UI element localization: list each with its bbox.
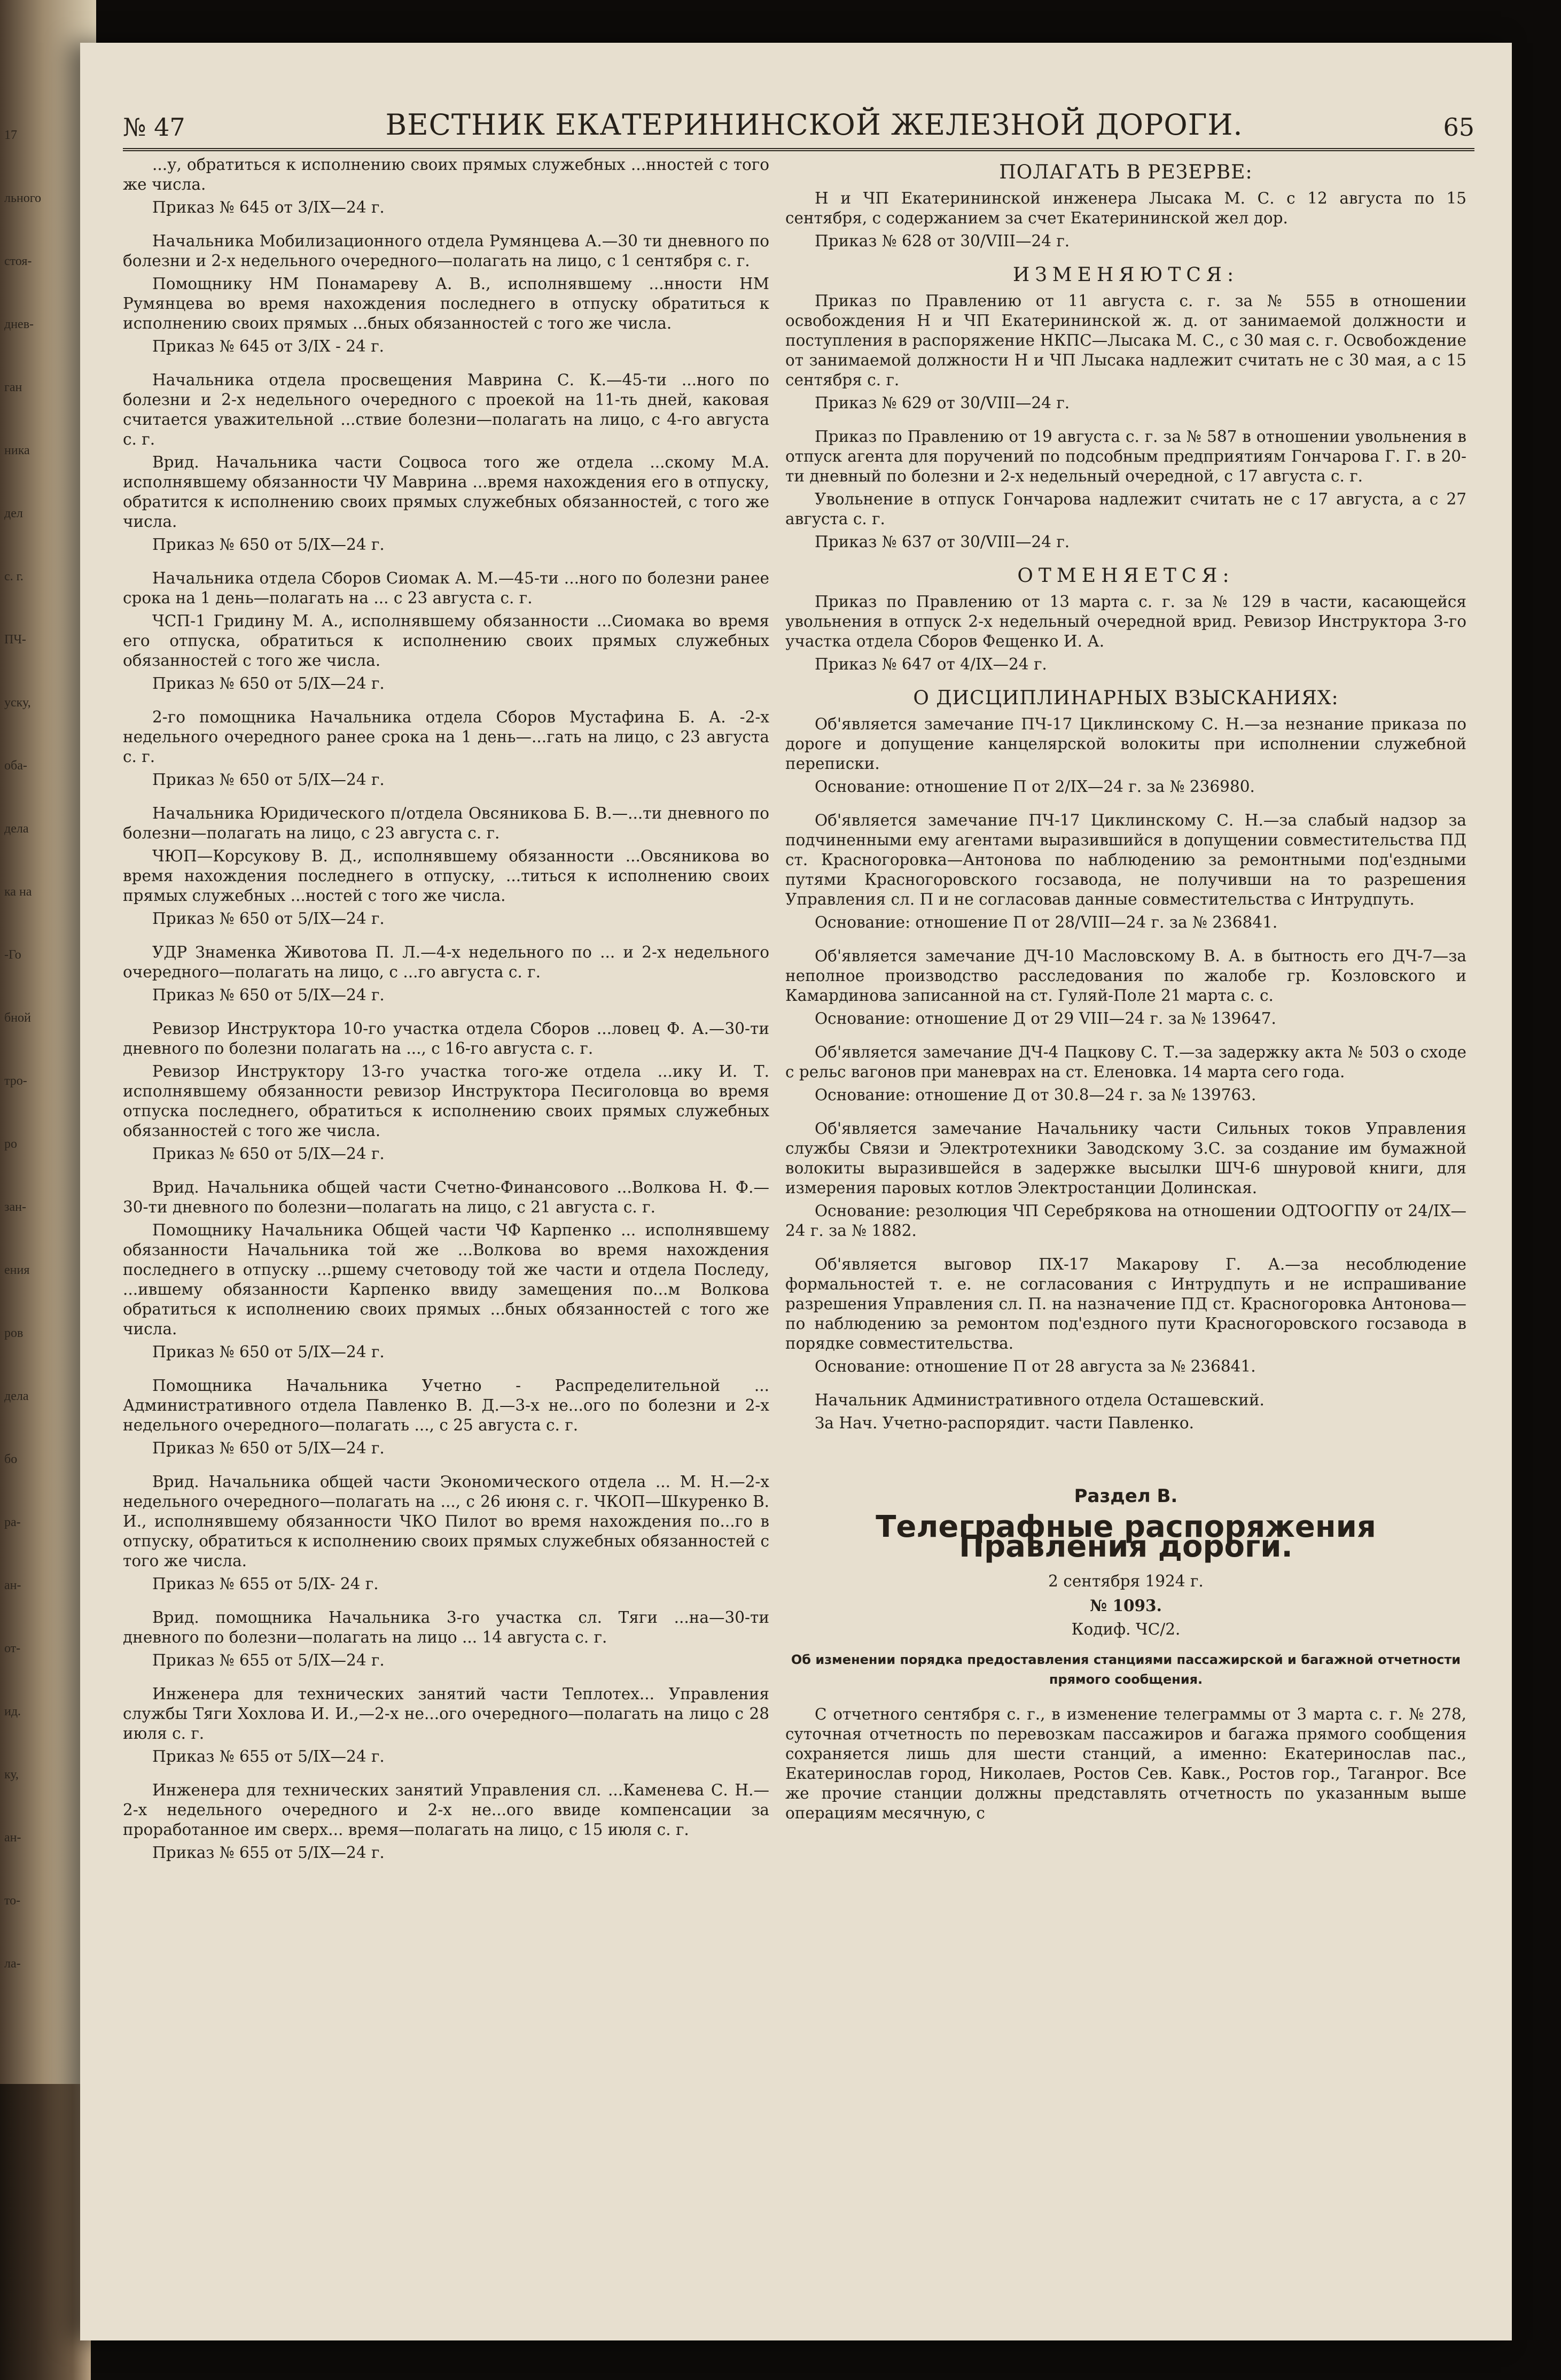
leaf-fragment: уску, [4, 696, 31, 710]
leaf-fragment: то- [4, 1894, 21, 1908]
cancel-text: Приказ по Правлению от 13 марта с. г. за № 129 в части, касающейся увольнения в отпуск 2-х недельный очередной врид. Ревизор Инструктора 3-го участка отдела Сборов Фещенко И. А. [785, 593, 1466, 650]
order-paragraph: Начальника Юридического п/отдела Овсяникова Б. В.—...ти дневного по болезни—полагать на лицо, с 23 августа с. г. [123, 804, 769, 842]
order-reference: Приказ № 650 от 5/IX—24 г. [152, 674, 385, 693]
leaf-fragment: 17 [4, 128, 17, 142]
leaf-fragment: оба- [4, 759, 27, 773]
order-reference: Приказ № 655 от 5/IX- 24 г. [152, 1575, 379, 1593]
order-reference: Приказ № 645 от 3/IX - 24 г. [152, 337, 385, 355]
leaf-fragment: ения [4, 1263, 30, 1277]
discipline_items-reference: Основание: отношение П от 2/IX—24 г. за № 236980. [815, 777, 1255, 796]
order-reference: Приказ № 650 от 5/IX—24 г. [152, 535, 385, 554]
discipline_items-reference: Основание: резолюция ЧП Серебрякова на отношении ОДТООГПУ от 24/IX—24 г. за № 1882. [785, 1202, 1466, 1240]
order-paragraph: Ревизор Инструктору 13-го участка того-же отдела ...ику И. Т. исполнявшему обязанности ревизор Инструктора Песиголовца во время отпуска последнего, обратиться к исполнению своих прямых служебных обязанностей с того же числа. [123, 1062, 769, 1140]
order-paragraph: ЧЮП—Корсукову В. Д., исполнявшему обязанности ...Овсяникова во время нахождения последнего в отпуску, ...титься к исполнению своих прямых служебных ...ностей с того же числа. [123, 847, 769, 905]
leaf-fragment: ров [4, 1326, 24, 1340]
change-heading: ИЗМЕНЯЮТСЯ: [1012, 264, 1239, 286]
reserve-ref: Приказ № 628 от 30/VIII—24 г. [815, 232, 1070, 250]
leaf-fragment: ид. [4, 1705, 21, 1718]
discipline-heading: О ДИСЦИПЛИНАРНЫХ ВЗЫСКАНИЯХ: [913, 687, 1339, 709]
leaf-fragment: бо [4, 1452, 18, 1466]
discipline_items-reference: Основание: отношение Д от 29 VIII—24 г. за № 139647. [815, 1009, 1276, 1028]
section-title: Телеграфные распоряжения Правления дороги. [876, 1510, 1376, 1564]
order-reference: Приказ № 655 от 5/IX—24 г. [152, 1844, 385, 1862]
discipline_items-paragraph: Об'является замечание Начальнику части Сильных токов Управления службы Связи и Электротехники Заводскому З.С. за создание им бумажной волокиты выразившейся в задержке высылки ШЧ-6 шнуровой книги, для измерения паровых котлов Электростанции Долинская. [785, 1119, 1466, 1197]
leaf-fragment: дел [4, 507, 23, 520]
issue-number: № 47 [123, 113, 185, 142]
page-number: 65 [1443, 113, 1474, 142]
order-reference: Приказ № 650 от 5/IX—24 г. [152, 909, 385, 928]
telegram-codif: Кодиф. ЧС/2. [1071, 1620, 1181, 1638]
signature-accounting: За Нач. Учетно-распорядит. части Павленко. [815, 1414, 1195, 1432]
order-reference: Приказ № 650 от 5/IX—24 г. [152, 986, 385, 1004]
leaf-fragment: бной [4, 1011, 31, 1025]
change_items-reference: Приказ № 637 от 30/VIII—24 г. [815, 533, 1070, 551]
order-paragraph: Врид. помощника Начальника 3-го участка сл. Тяги ...на—30-ти дневного по болезни—полагать на лицо ... 14 августа с. г. [123, 1608, 769, 1646]
leaf-fragment: ку, [4, 1768, 19, 1782]
journal-page [80, 43, 1512, 2340]
cancel-ref: Приказ № 647 от 4/IX—24 г. [815, 655, 1047, 673]
order-paragraph: ЧСП-1 Гридину М. А., исполнявшему обязанности ...Сиомака во время его отпуска, обратиться к исполнению своих прямых служебных обязанностей с того же числа. [123, 612, 769, 670]
order-reference: Приказ № 645 от 3/IX—24 г. [152, 198, 385, 216]
leaf-fragment: с. г. [4, 570, 24, 584]
discipline_items-paragraph: Об'является замечание ПЧ-17 Циклинскому С. Н.—за незнание приказа по дороге и допущение канцелярской волокиты при исполнении служебной переписки. [785, 715, 1466, 773]
leaf-fragment: ган [4, 380, 22, 394]
leaf-fragment: тро- [4, 1074, 27, 1088]
journal-title: ВЕСТНИК ЕКАТЕРИНИНСКОЙ ЖЕЛЕЗНОЙ ДОРОГИ. [385, 108, 1243, 142]
leaf-fragment: от- [4, 1642, 21, 1655]
leaf-fragment: ра- [4, 1515, 21, 1529]
discipline_items-paragraph: Об'является замечание ДЧ-4 Пацкову С. Т.—за задержку акта № 503 о сходе с рельс вагонов при маневрах на ст. Еленовка. 14 марта сего года. [785, 1043, 1466, 1081]
leaf-fragment: ро [4, 1137, 17, 1151]
leaf-fragment: ла- [4, 1957, 21, 1971]
order-reference: Приказ № 650 от 5/IX—24 г. [152, 1145, 385, 1163]
order-paragraph: Начальника отдела просвещения Маврина С. К.—45-ти ...ного по болезни и 2-х недельного очередного с проекой на 11-ть дней, каковая считается уважительной ...ствие болезни—полагать на лицо, с 4-го августа с. г. [123, 371, 769, 448]
reserve-heading: ПОЛАГАТЬ В РЕЗЕРВЕ: [999, 161, 1253, 183]
telegram-subject: Об изменении порядка предоставления станциями пассажирской и багажной отчетности прямого сообщения. [791, 1652, 1461, 1687]
leaf-fragment: дела [4, 1389, 29, 1403]
change_items-paragraph: Приказ по Правлению от 19 августа с. г. за № 587 в отношении увольнения в отпуск агента для поручений по подсобным предприятиям Гончарова Г. Г. в 20-ти дневный по болезни и 2-х недельный очередной, с 17 августа с. г. [785, 427, 1466, 485]
telegram-body: С отчетного сентября с. г., в изменение телеграммы от 3 марта с. г. № 278, суточная отчетность по перевозкам пассажиров и багажа прямого сообщения сохраняется лишь для шести станций, а именно: Екатеринослав пас., Екатеринослав город, Николаев, Ростов Сев. Кавк., Ростов гор., Таганрог. Все же прочие станции должны представлять отчетность по указанным выше операциям месячную, с [785, 1705, 1466, 1822]
order-paragraph: Начальника отдела Сборов Сиомак А. М.—45-ти ...ного по болезни ранее срока на 1 день—полагать на ... с 23 августа с. г. [123, 569, 769, 607]
left-column [123, 155, 769, 1877]
discipline_items-paragraph: Об'является замечание ДЧ-10 Масловскому В. А. в бытность его ДЧ-7—за неполное производство расследования по жалобе гр. Козловского и Камардинова записанной на ст. Гуляй-Поле 21 марта с. с. [785, 947, 1466, 1005]
change_items-reference: Приказ № 629 от 30/VIII—24 г. [815, 394, 1070, 412]
order-reference: Приказ № 650 от 5/IX—24 г. [152, 1343, 385, 1361]
discipline_items-reference: Основание: отношение Д от 30.8—24 г. за № 139763. [815, 1086, 1256, 1104]
order-paragraph: ...у, обратиться к исполнению своих прямых служебных ...нностей с того же числа. [123, 155, 769, 193]
order-paragraph: Помощнику НМ Понамареву А. В., исполнявшему ...нности НМ Румянцева во время нахождения последнего в отпуску обратиться к исполнению своих прямых ...бных обязанностей с того же числа. [123, 275, 769, 332]
order-paragraph: Врид. Начальника общей части Счетно-Финансового ...Волкова Н. Ф.—30-ти дневного по болезни—полагать на лицо, с 21 августа с. г. [123, 1178, 769, 1216]
leaf-fragment: ПЧ- [4, 633, 26, 647]
discipline_items-paragraph: Об'является замечание ПЧ-17 Циклинскому С. Н.—за слабый надзор за подчиненными ему агентами выразившийся в допущении совместительства ПД ст. Красногоровка—Антонова по наблюдению за ремонтными под'ездными путями Красногоровского госзавода, не получивши на то разрешения Управления сл. П и не согласовав данные совместительства с Интрудпуть. [785, 811, 1466, 908]
order-paragraph: Врид. Начальника части Соцвоса того же отдела ...скому М.А. исполнявшему обязанности ЧУ Маврина ...время нахождения его в отпуску, обратится к исполнению своих прямых служебных обязанностей, с того же числа. [123, 453, 769, 531]
discipline_items-reference: Основание: отношение П от 28 августа за № 236841. [815, 1357, 1256, 1375]
leaf-fragment: зан- [4, 1200, 26, 1214]
order-reference: Приказ № 650 от 5/IX—24 г. [152, 771, 385, 789]
leaf-fragment: ника [4, 444, 30, 457]
change_items-paragraph: Увольнение в отпуск Гончарова надлежит считать не с 17 августа, а с 27 августа с. г. [785, 490, 1466, 528]
discipline_items-reference: Основание: отношение П от 28/VIII—24 г. за № 236841. [815, 913, 1278, 931]
order-reference: Приказ № 655 от 5/IX—24 г. [152, 1747, 385, 1765]
order-paragraph: УДР Знаменка Животова П. Л.—4-х недельного по ... и 2-х недельного очередного—полагать на лицо, с ...го августа с. г. [123, 943, 769, 981]
leaf-fragment: стоя- [4, 254, 32, 268]
order-paragraph: Инженера для технических занятий Управления сл. ...Каменева С. Н.—2-х недельного очередного и 2-х не...ого ввиде компенсации за проработанное им сверх... время—полагать на лицо, с 15 июля с. г. [123, 1781, 769, 1839]
order-paragraph: Начальника Мобилизационного отдела Румянцева А.—30 ти дневного по болезни и 2-х недельного очередного—полагать на лицо, с 1 сентября с. г. [123, 232, 769, 270]
discipline-items [785, 714, 1466, 1376]
order-paragraph: Инженера для технических занятий части Теплотех... Управления службы Тяги Хохлова И. И.,—2-х не...ого очередного—полагать на лицо с 28 июля с. г. [123, 1685, 769, 1743]
order-paragraph: Ревизор Инструктора 10-го участка отдела Сборов ...ловец Ф. А.—30-ти дневного по болезни полагать на ..., с 16-го августа с. г. [123, 1020, 769, 1057]
signature-admin: Начальник Административного отдела Осташевский. [815, 1391, 1265, 1409]
order-paragraph: Помощника Начальника Учетно - Распределительной ... Административного отдела Павленко В. Д.—3-х не...ого по болезни и 2-х недельного очередного—полагать ..., с 25 августа с. г. [123, 1376, 769, 1434]
change-items [785, 291, 1466, 552]
leaf-fragment: дела [4, 822, 29, 836]
telegram-number: № 1093. [1090, 1596, 1162, 1615]
leaf-fragment: льного [4, 191, 42, 205]
leaf-fragment: днев- [4, 317, 34, 331]
page-header [123, 94, 1474, 151]
discipline_items-paragraph: Об'является выговор ПХ-17 Макарову Г. А.—за несоблюдение формальностей т. е. не согласования с Интрудпуть и не испрашивание разрешения Управления сл. П. на назначение ПД ст. Красногоровка Антонова—по наблюдению за ремонтом под'ездного пути Красногоровского госзавода в порядке совместительства. [785, 1255, 1466, 1352]
leaf-fragment: ан- [4, 1831, 21, 1845]
telegram-date: 2 сентября 1924 г. [1048, 1572, 1204, 1590]
leaf-fragment: -Го [4, 948, 21, 962]
order-reference: Приказ № 650 от 5/IX—24 г. [152, 1439, 385, 1457]
order-paragraph: Помощнику Начальника Общей части ЧФ Карпенко ... исполнявшему обязанности Начальника той же ...Волкова во время нахождения последнего в отпуску ...ршему счетоводу той же части и отдела Последу, ...ившему обязанности Карпенко ввиду замещения по...м Волкова обратиться к исполнению своих прямых ...бных обязанностей с того же числа. [123, 1221, 769, 1338]
section-label: Раздел В. [1074, 1485, 1178, 1507]
reserve-text: Н и ЧП Екатерининской инженера Лысака М. С. с 12 августа по 15 сентября, с содержанием за счет Екатерининской жел дор. [785, 189, 1466, 227]
leaf-fragment: ка на [4, 885, 32, 899]
cancel-heading: ОТМЕНЯЕТСЯ: [1017, 565, 1235, 587]
order-paragraph: 2-го помощника Начальника отдела Сборов Мустафина Б. А. -2-х недельного очередного ранее срока на 1 день—...гать на лицо, с 23 августа с. г. [123, 708, 769, 766]
right-column [785, 155, 1466, 1826]
leaf-fragment: ан- [4, 1578, 21, 1592]
change_items-paragraph: Приказ по Правлению от 11 августа с. г. за № 555 в отношении освобождения Н и ЧП Екатерининской ж. д. от занимаемой должности и поступления в распоряжение НКПС—Лысака М. С., с 30 мая с. г. Освобождение от занимаемой должности Н и ЧП Лысака надлежит считать не с 30 мая, а с 15 сентября с. г. [785, 292, 1466, 389]
order-paragraph: Врид. Начальника общей части Экономического отдела ... М. Н.—2-х недельного очередного—полагать на ..., с 26 июня с. г. ЧКОП—Шкуренко В. И., исполнявшему обязанности ЧКО Пилот во время нахождения по...го в отпуску, обратиться к исполнению своих прямых служебных обязанностей с того же числа. [123, 1473, 769, 1570]
order-reference: Приказ № 655 от 5/IX—24 г. [152, 1651, 385, 1669]
